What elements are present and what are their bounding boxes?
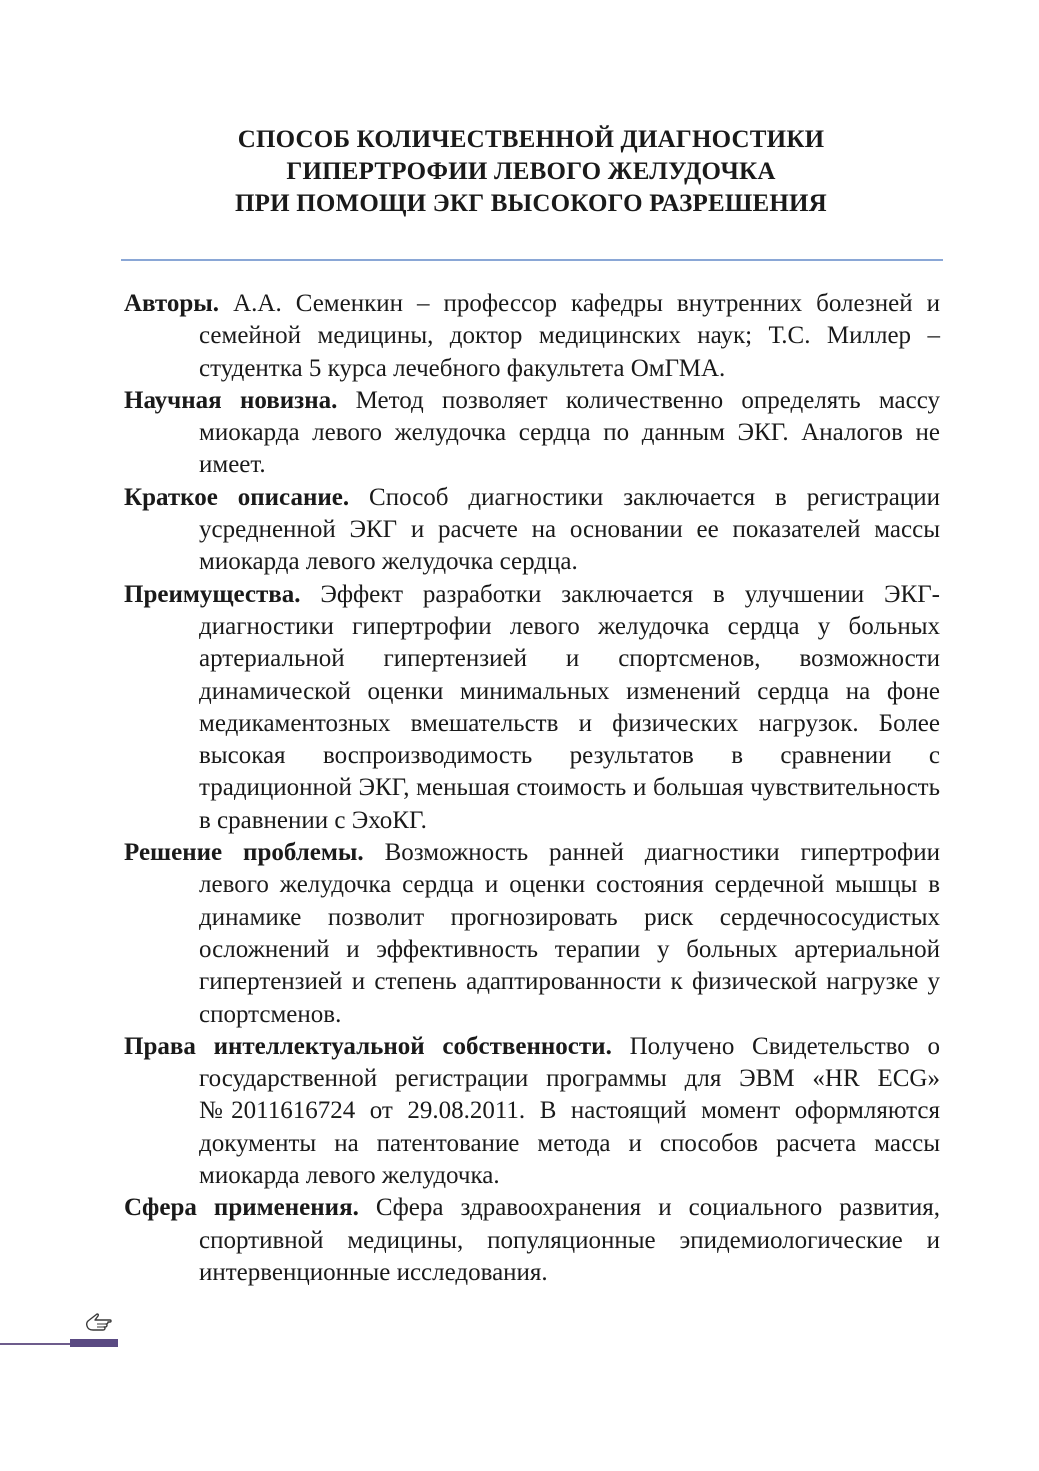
section-label: Преимущества. xyxy=(124,580,301,608)
pointing-hand-icon xyxy=(84,1312,112,1334)
section-text: Эффект разработки заключается в улучшении ЭКГ-диагностики гипертрофии левого желудочка сердца у больных артериальной гипертензией и спортсменов, возможности динамической оценки минимальных изменений сердца на фоне медикаментозных вмешательств и физических нагрузок. Более высокая воспроизводимость результатов в сравнении с традиционной ЭКГ, меньшая стоимость и большая чувствительность в сравнении с ЭхоКГ. xyxy=(199,580,941,834)
section-authors xyxy=(124,288,940,385)
section-ip-rights xyxy=(124,1031,940,1192)
section-text: А.А. Семенкин – профессор кафедры внутренних болезней и семейной медицины, доктор медицинских наук; Т.С. Миллер – студентка 5 курса лечебного факультета ОмГМА. xyxy=(199,290,940,382)
document-body xyxy=(124,288,940,1289)
page-title xyxy=(120,124,942,220)
section-label: Краткое описание. xyxy=(124,483,350,511)
title-line-3: ПРИ ПОМОЩИ ЭКГ ВЫСОКОГО РАЗРЕШЕНИЯ xyxy=(235,190,827,217)
section-novelty xyxy=(124,385,940,482)
section-label: Решение проблемы. xyxy=(124,839,364,867)
section-label: Научная новизна. xyxy=(124,386,338,414)
section-text: Метод позволяет количественно определять массу миокарда левого желудочка сердца по данным ЭКГ. Аналогов не имеет. xyxy=(199,386,941,479)
section-text: Получено Свидетельство о государственной регистрации программы для ЭВМ «HR ECG» №2011616724 от 29.08.2011. В настоящий момент оформляются документы на патентование метода и способов расчета массы миокарда левого желудочка. xyxy=(199,1032,940,1190)
section-description xyxy=(124,482,940,579)
section-label: Сфера применения. xyxy=(124,1194,359,1222)
section-advantages xyxy=(124,579,940,837)
section-text: Способ диагностики заключается в регистрации усредненной ЭКГ и расчете на основании ее показателей массы миокарда левого желудочка сердца. xyxy=(199,483,940,576)
section-label: Авторы. xyxy=(124,290,220,317)
footer-accent-bar xyxy=(70,1339,118,1347)
title-line-2: ГИПЕРТРОФИИ ЛЕВОГО ЖЕЛУДОЧКА xyxy=(286,158,776,185)
section-text: Сфера здравоохранения и социального развития, спортивной медицины, популяционные эпидемиологические и интервенционные исследования. xyxy=(199,1194,940,1286)
section-label: Права интеллектуальной собственности. xyxy=(124,1032,612,1060)
title-line-1: СПОСОБ КОЛИЧЕСТВЕННОЙ ДИАГНОСТИКИ xyxy=(237,126,825,153)
section-text: Возможность ранней диагностики гипертрофии левого желудочка сердца и оценки состояния сердечной мышцы в динамике позволит прогнозировать риск сердечнососудистых осложнений и эффективность терапии у больных артериальной гипертензией и степень адаптированности к физической нагрузке у спортсменов. xyxy=(199,839,941,1028)
title-divider xyxy=(121,259,943,261)
section-application-scope xyxy=(124,1192,940,1289)
section-problem-solution xyxy=(124,837,940,1031)
